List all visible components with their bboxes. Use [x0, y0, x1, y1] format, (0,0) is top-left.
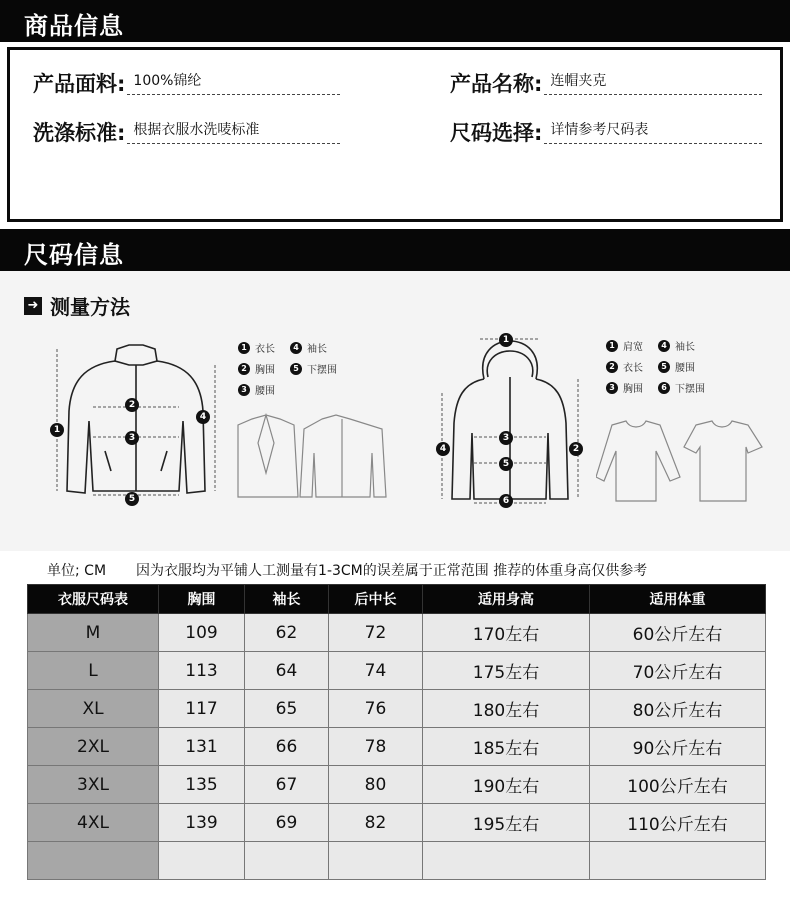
table-row: [28, 766, 766, 804]
height-cell: 185左右: [423, 728, 590, 766]
hoodie-marker-5-icon: 5: [499, 457, 513, 471]
table-row: [28, 652, 766, 690]
wash-label: 洗涤标准:: [33, 121, 126, 145]
table-header-row: [28, 585, 766, 614]
weight-cell: 90公斤左右: [590, 728, 766, 766]
height-cell: 190左右: [423, 766, 590, 804]
unit-label: 单位; CM: [47, 563, 107, 579]
size-cell: M: [28, 614, 159, 652]
size-cell: [28, 842, 159, 880]
measure-title: 测量方法: [50, 295, 130, 319]
size-info-title: 尺码信息: [24, 241, 124, 269]
size-cell: 4XL: [28, 804, 159, 842]
product-info-box: [7, 47, 783, 222]
product-info-header: [0, 0, 790, 42]
back-length-cell: 78: [329, 728, 423, 766]
col-header-chest: 胸围: [159, 585, 245, 614]
product-name-value: 连帽夹克: [544, 71, 762, 95]
size-table: [27, 584, 766, 880]
table-row: [28, 728, 766, 766]
marker-1-icon: 1: [50, 423, 64, 437]
size-info-header: [0, 229, 790, 271]
hoodie-diagram-icon: [428, 333, 598, 513]
measurement-guide: [0, 271, 790, 551]
marker-4-icon: 4: [196, 410, 210, 424]
wash-value: 根据衣服水洗唛标准: [127, 120, 340, 144]
sleeve-cell: 65: [245, 690, 329, 728]
back-length-cell: 80: [329, 766, 423, 804]
measure-heading: [24, 291, 130, 320]
size-select-field: [450, 117, 762, 147]
product-info-title: 商品信息: [24, 12, 124, 40]
chest-cell: 135: [159, 766, 245, 804]
col-header-back-length: 后中长: [329, 585, 423, 614]
measurement-note: 因为衣服均为平铺人工测量有1-3CM的误差属于正常范围 推荐的体重身高仅供参考: [136, 563, 648, 579]
chest-cell: 113: [159, 652, 245, 690]
table-row: [28, 804, 766, 842]
product-name-field: [450, 68, 762, 98]
size-cell: 2XL: [28, 728, 159, 766]
sleeve-cell: [245, 842, 329, 880]
col-header-weight: 适用体重: [590, 585, 766, 614]
weight-cell: 70公斤左右: [590, 652, 766, 690]
size-select-value: 详情参考尺码表: [544, 120, 762, 144]
col-header-size: 衣服尺码表: [28, 585, 159, 614]
table-row: [28, 614, 766, 652]
weight-cell: 100公斤左右: [590, 766, 766, 804]
height-cell: 180左右: [423, 690, 590, 728]
height-cell: 195左右: [423, 804, 590, 842]
wash-field: [33, 117, 340, 147]
arrow-right-icon: ➜: [24, 297, 42, 315]
height-cell: 170左右: [423, 614, 590, 652]
size-cell: L: [28, 652, 159, 690]
back-length-cell: 76: [329, 690, 423, 728]
hoodie-marker-3-icon: 3: [499, 431, 513, 445]
sleeve-cell: 64: [245, 652, 329, 690]
weight-cell: 60公斤左右: [590, 614, 766, 652]
table-row-empty: [28, 842, 766, 880]
chest-cell: 131: [159, 728, 245, 766]
material-value: 100%锦纶: [127, 71, 340, 95]
chest-cell: 139: [159, 804, 245, 842]
weight-cell: 110公斤左右: [590, 804, 766, 842]
back-length-cell: 72: [329, 614, 423, 652]
marker-5-icon: 5: [125, 492, 139, 506]
marker-3-icon: 3: [125, 431, 139, 445]
size-select-label: 尺码选择:: [450, 121, 543, 145]
chest-cell: 117: [159, 690, 245, 728]
col-header-height: 适用身高: [423, 585, 590, 614]
legend-left: 1 衣长 4 袖长 2 胸围 5 下摆围 3 腰围: [238, 337, 342, 400]
material-field: [33, 68, 340, 98]
back-length-cell: [329, 842, 423, 880]
sweater-tee-sketch-icon: [596, 417, 766, 507]
hoodie-marker-4-icon: 4: [436, 442, 450, 456]
height-cell: 175左右: [423, 652, 590, 690]
sleeve-cell: 67: [245, 766, 329, 804]
height-cell: [423, 842, 590, 880]
weight-cell: 80公斤左右: [590, 690, 766, 728]
jacket-diagram-icon: [45, 341, 225, 511]
marker-2-icon: 2: [125, 398, 139, 412]
sleeve-cell: 62: [245, 614, 329, 652]
size-cell: XL: [28, 690, 159, 728]
chest-cell: [159, 842, 245, 880]
back-length-cell: 74: [329, 652, 423, 690]
size-cell: 3XL: [28, 766, 159, 804]
legend-right: 1 肩宽 4 袖长 2 衣长 5 腰围 3 胸围 6 下摆围: [606, 335, 710, 398]
chest-cell: 109: [159, 614, 245, 652]
sleeve-cell: 66: [245, 728, 329, 766]
back-length-cell: 82: [329, 804, 423, 842]
sleeve-cell: 69: [245, 804, 329, 842]
hoodie-marker-2-icon: 2: [569, 442, 583, 456]
material-label: 产品面料:: [33, 72, 126, 96]
unit-note: [47, 560, 647, 580]
suit-shirt-sketch-icon: [232, 413, 392, 503]
hoodie-marker-1-icon: 1: [499, 333, 513, 347]
table-row: [28, 690, 766, 728]
weight-cell: [590, 842, 766, 880]
product-name-label: 产品名称:: [450, 72, 543, 96]
hoodie-marker-6-icon: 6: [499, 494, 513, 508]
col-header-sleeve: 袖长: [245, 585, 329, 614]
